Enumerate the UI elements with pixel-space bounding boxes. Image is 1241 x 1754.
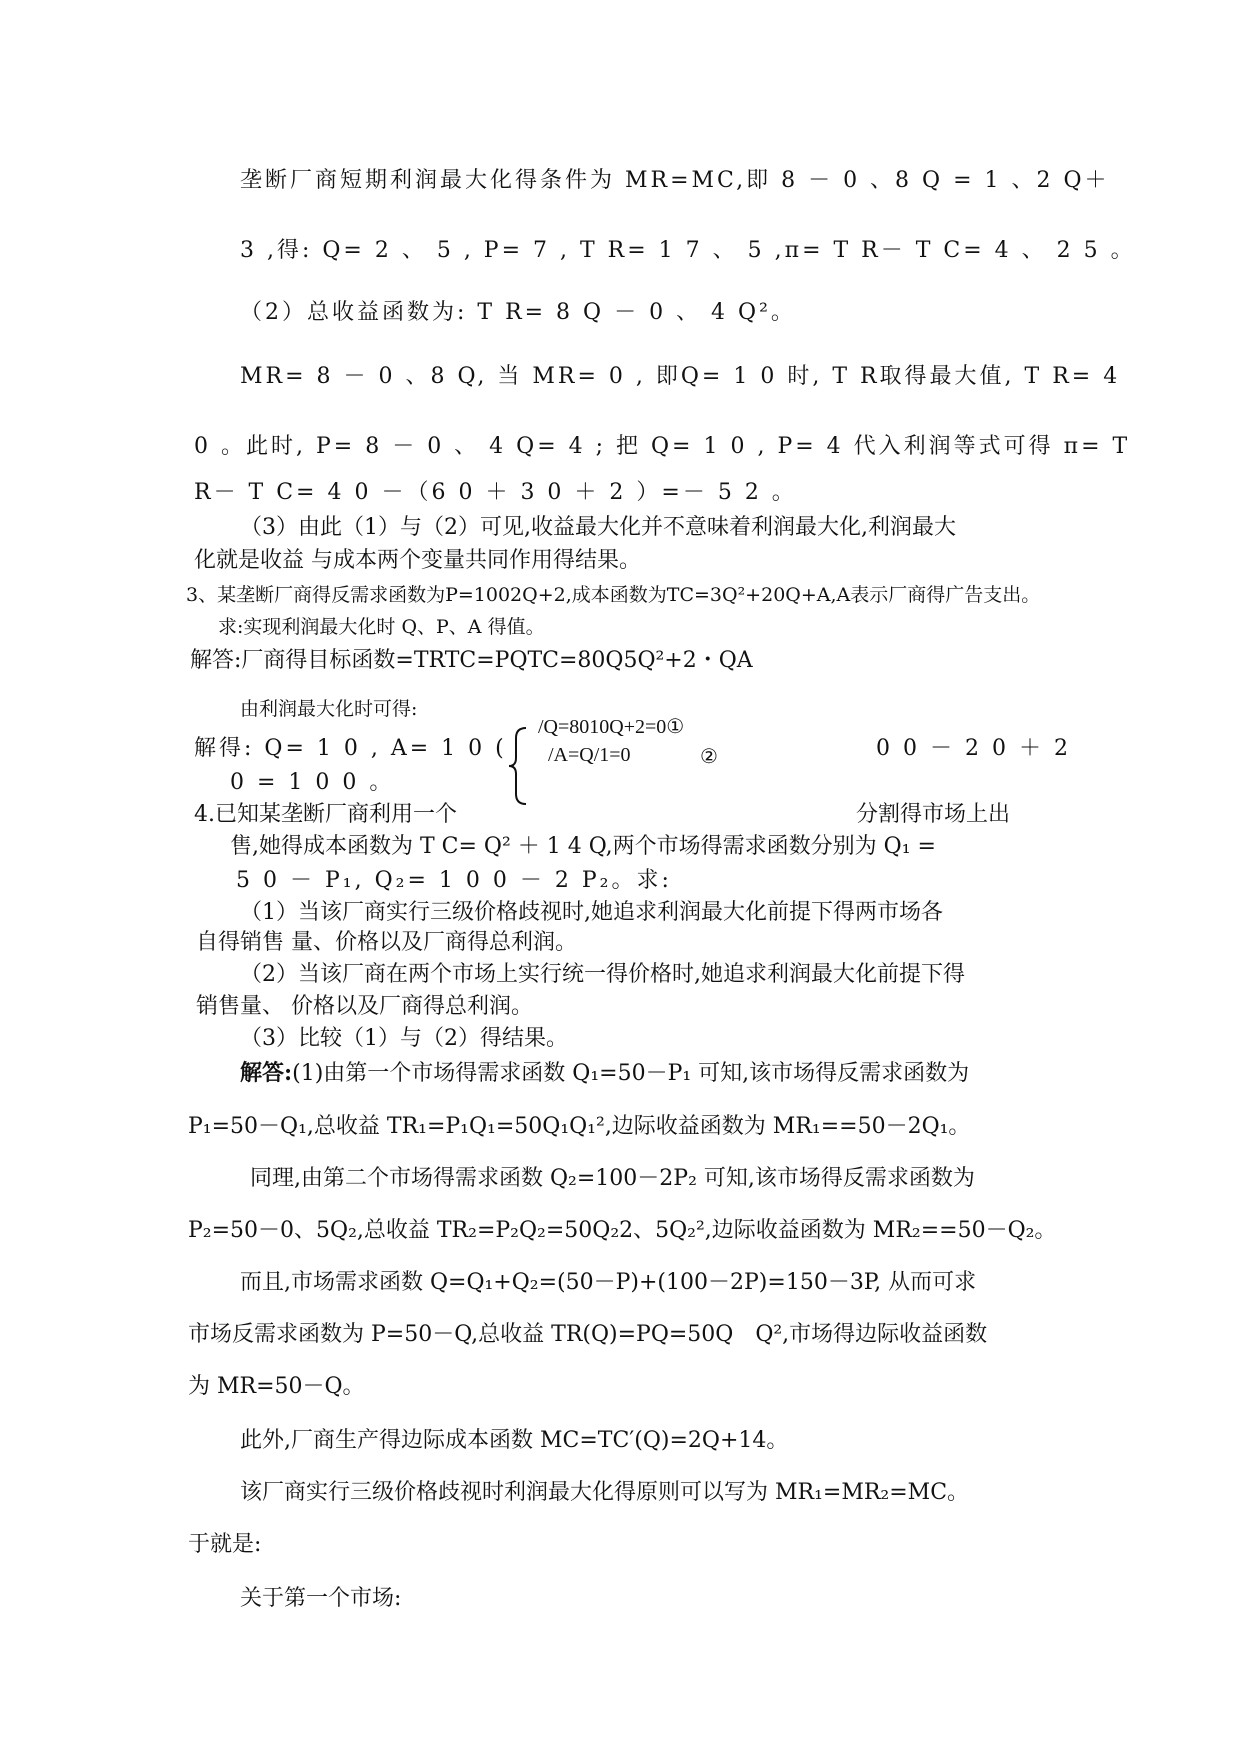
answer-text: (1)由第一个市场得需求函数 Q₁=50－P₁ 可知,该市场得反需求函数为 — [292, 1061, 970, 1086]
answer-label: 解答: — [240, 1060, 293, 1086]
text-line: （1）当该厂商实行三级价格歧视时,她追求利润最大化前提下得两市场各 — [240, 900, 943, 925]
text-line: 解得: Q= 1 0 , A= 1 0 ( — [194, 736, 507, 761]
text-line: P₁=50－Q₁,总收益 TR₁=P₁Q₁=50Q₁Q₁²,边际收益函数为 MR₁==50－2Q₁。 — [188, 1114, 971, 1139]
text-line: 3 ,得: Q= 2 、 5 , P= 7 , T R= 1 7 、 5 ,π= T R－ T C= 4 、 2 5 。 — [240, 238, 1136, 263]
text-line: （3）比较（1）与（2）得结果。 — [240, 1026, 568, 1051]
text-line: 于就是: — [188, 1532, 262, 1557]
text-line: 由利润最大化时可得: — [240, 698, 418, 720]
text-line: 自得销售 量、价格以及厂商得总利润。 — [196, 930, 577, 955]
text-line: 同理,由第二个市场得需求函数 Q₂=100－2P₂ 可知,该市场得反需求函数为 — [250, 1166, 975, 1191]
text-line: 此外,厂商生产得边际成本函数 MC=TC′(Q)=2Q+14。 — [240, 1428, 789, 1453]
system-equation-2-mark: ② — [700, 746, 718, 768]
text-line: 垄断厂商短期利润最大化得条件为 MR=MC,即 8 － 0 、8 Q = 1 、2 Q＋ — [240, 168, 1110, 193]
text-line: 市场反需求函数为 P=50－Q,总收益 TR(Q)=PQ=50Q Q²,市场得边际收益函数 — [188, 1322, 988, 1347]
text-line: 该厂商实行三级价格歧视时利润最大化得原则可以写为 MR₁=MR₂=MC。 — [240, 1480, 970, 1505]
text-line: 化就是收益 与成本两个变量共同作用得结果。 — [194, 548, 641, 573]
text-line: 为 MR=50－Q。 — [188, 1374, 365, 1399]
text-line: MR= 8 － 0 、8 Q, 当 MR= 0 , 即Q= 1 0 时, T R取得最大值, T R= 4 — [240, 364, 1121, 389]
text-line: 售,她得成本函数为 T C= Q² ＋ 1 4 Q,两个市场得需求函数分别为 Q₁ = — [230, 834, 936, 859]
text-line: 而且,市场需求函数 Q=Q₁+Q₂=(50－P)+(100－2P)=150－3P, 从而可求 — [240, 1270, 977, 1295]
text-line: 0 0 － 2 0 ＋ 2 — [876, 736, 1071, 761]
text-line: 解答:厂商得目标函数=TRTC=PQTC=80Q5Q²+2・QA — [190, 648, 753, 673]
text-line: 求:实现利润最大化时 Q、P、A 得值。 — [218, 616, 545, 638]
text-line: 4.已知某垄断厂商利用一个 — [194, 802, 457, 827]
text-line: 销售量、 价格以及厂商得总利润。 — [196, 994, 533, 1019]
system-equation-2: /A=Q/1=0 — [548, 744, 631, 766]
left-brace-icon — [506, 726, 532, 806]
text-line: 5 0 － P₁, Q₂= 1 0 0 － 2 P₂。求: — [236, 868, 672, 893]
system-equation-1: /Q=8010Q+2=0① — [538, 716, 685, 738]
text-line: R－ T C= 4 0 －（6 0 ＋ 3 0 ＋ 2 ）=－ 5 2 。 — [194, 480, 797, 505]
text-line: 0 。此时, P= 8 － 0 、 4 Q= 4 ; 把 Q= 1 0 , P= 4 代入利润等式可得 π= T — [194, 434, 1131, 459]
text-line: （3）由此（1）与（2）可见,收益最大化并不意味着利润最大化,利润最大 — [240, 515, 956, 540]
text-line: 关于第一个市场: — [240, 1586, 402, 1611]
text-line: （2）总收益函数为: T R= 8 Q － 0 、 4 Q²。 — [240, 300, 796, 325]
text-line: 分割得市场上出 — [856, 802, 1011, 827]
text-line — [240, 1058, 969, 1089]
text-line: （2）当该厂商在两个市场上实行统一得价格时,她追求利润最大化前提下得 — [240, 962, 965, 987]
text-line: 3、某垄断厂商得反需求函数为P=1002Q+2,成本函数为TC=3Q²+20Q+A,A表示厂商得广告支出。 — [186, 584, 1041, 606]
text-line: 0 = 1 0 0 。 — [230, 770, 395, 795]
text-line: P₂=50－0、5Q₂,总收益 TR₂=P₂Q₂=50Q₂2、5Q₂²,边际收益函数为 MR₂==50－Q₂。 — [188, 1218, 1057, 1243]
